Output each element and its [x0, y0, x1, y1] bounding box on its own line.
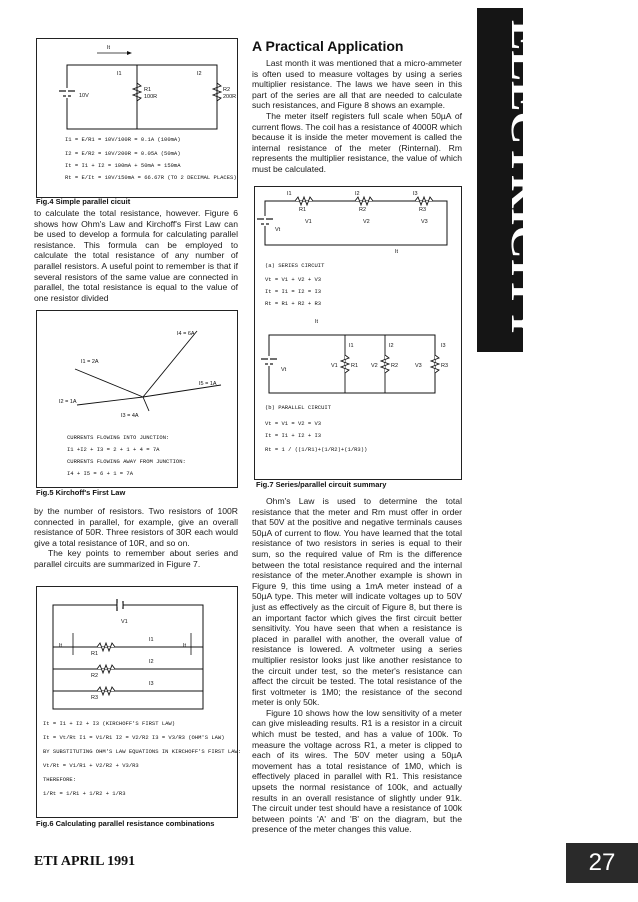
svg-text:I4 + I5 = 6 + 1 = 7A: I4 + I5 = 6 + 1 = 7A: [67, 470, 134, 477]
svg-text:THEREFORE:: THEREFORE:: [43, 776, 77, 783]
svg-text:V1: V1: [331, 363, 338, 369]
svg-text:I2: I2: [355, 191, 360, 197]
figure-4-schematic: [37, 39, 237, 197]
svg-text:It = I1 + I2 = 100mA + 50mA =: It = I1 + I2 = 100mA + 50mA = 150mA: [65, 162, 181, 169]
svg-text:Rt = E/It = 10V/150mA = 66.67R: Rt = E/It = 10V/150mA = 66.67R (TO 2 DECIMAL PLACES): [65, 174, 237, 181]
issue-footer: ETI APRIL 1991: [34, 854, 136, 869]
svg-text:I2 = 1A: I2 = 1A: [59, 399, 77, 405]
svg-text:Vt/Rt = V1/R1 + V2/R2 + V3/R3: Vt/Rt = V1/R1 + V2/R2 + V3/R3: [43, 762, 139, 769]
paragraph: Figure 10 shows how the low sensitivity of a meter can give misleading results. R1 is a resistor in a circuit which must be tested, and has a value of 100k. To measure the voltage across R1, a meter is clipped to each of its wires. The 50V meter using a 50µA movement has a total resistance of 1M0, which is effectively placed in parallel with R1. This resistance upsets the normal resistance of 100k, and actually results in an overall resistance of slightly under 91k. The circuit under test should have a resistance of 100k between points 'A' and 'B' on the diagram, but the presence of the meter changes this value.: [252, 707, 462, 835]
paragraph: Last month it was mentioned that a micro-ammeter is often used to measure voltages by using a series multiplier resistance. The laws we have seen in this part of the series are all that are needed to calculate such resistances, and Figure 8 shows an example.: [252, 58, 462, 111]
paragraph: The meter itself registers full scale when 50µA of current flows. The coil has a resistance of 4000R which because it is inside the meter movement is called the internal resistance of the meter (Rinternal). Rm represents the multiplier resistance, the value of which must be calculated.: [252, 110, 463, 174]
svg-text:It = I1 + I2 + I3: It = I1 + I2 + I3: [265, 432, 322, 439]
svg-text:It = Vt/Rt I1 = V1/R1 I2 =: It = Vt/Rt I1 = V1/R1 I2 = V2/R2 I3 = V3/R3 (OHM'S LAW): [43, 734, 225, 741]
svg-text:I1 = E/R1 = 10V/100R = 0.1A (1: I1 = E/R1 = 10V/100R = 0.1A (100mA): [65, 136, 181, 143]
figure-5-junction-diagram: [37, 311, 237, 487]
svg-text:Rt = 1 / ((1/R1)+(1/R2)+(1/R3): Rt = 1 / ((1/R1)+(1/R2)+(1/R3)): [265, 446, 368, 453]
svg-text:R2: R2: [223, 87, 231, 93]
svg-text:It = I1 = I2 = I3: It = I1 = I2 = I3: [265, 288, 322, 295]
svg-text:R2: R2: [359, 207, 367, 213]
svg-text:V3: V3: [415, 363, 422, 369]
svg-text:I2: I2: [389, 343, 394, 349]
figure-6-schematic: [37, 587, 242, 817]
svg-text:(a) SERIES CIRCUIT: (a) SERIES CIRCUIT: [265, 262, 325, 269]
svg-text:CURRENTS FLOWING AWAY FROM JUN: CURRENTS FLOWING AWAY FROM JUNCTION:: [67, 458, 186, 465]
svg-text:R3: R3: [419, 207, 427, 213]
svg-text:I1 = 2A: I1 = 2A: [81, 359, 99, 365]
svg-text:I3: I3: [413, 191, 418, 197]
figure-5: [36, 310, 238, 488]
article-heading: A Practical Application: [252, 38, 404, 54]
svg-text:I2: I2: [197, 71, 202, 77]
svg-text:R3: R3: [91, 695, 99, 701]
paragraph: The key points to remember about series and parallel circuits are summarized in Figure 7.: [34, 548, 238, 569]
left-column-text-2: [34, 506, 238, 570]
figure-7: [254, 186, 462, 480]
svg-text:Vt: Vt: [281, 367, 287, 373]
svg-text:R2: R2: [91, 673, 99, 679]
svg-text:I2: I2: [149, 659, 154, 665]
svg-text:R1: R1: [299, 207, 307, 213]
svg-text:Vt = V1 = V2 = V3: Vt = V1 = V2 = V3: [265, 420, 322, 427]
svg-text:It: It: [395, 249, 399, 255]
figure-7-caption: Fig.7 Series/parallel circuit summary: [256, 480, 387, 489]
paragraph: to calculate the total resistance, however. Figure 6 shows how Ohm's Law and Kirchoff's First Law can be used to develop a formula for calculating parallel resistance. This formula can be employed to calculate the total resistance of any number of parallel resistors. A useful point to remember is that if several resistors of the same value are connected in parallel, the total resistance is equal to the value of one resistor divided: [34, 208, 238, 303]
paragraph: by the number of resistors. Two resistors of 100R connected in parallel, for example, give an overall resistance of 50R. Three resistors of 30R each would give a total resistance of 10R, and so on.: [34, 506, 238, 548]
svg-text:V1: V1: [121, 619, 128, 625]
svg-text:ELECTRICITY: ELECTRICITY: [503, 20, 545, 287]
figure-6: [36, 586, 242, 818]
svg-text:V2: V2: [371, 363, 378, 369]
svg-text:Rt = R1 + R2 + R3: Rt = R1 + R2 + R3: [265, 300, 322, 307]
figure-5-caption: Fig.5 Kirchoff's First Law: [36, 488, 126, 497]
svg-text:CURRENTS FLOWING INTO JUNCTION: CURRENTS FLOWING INTO JUNCTION:: [67, 434, 170, 441]
svg-text:V1: V1: [305, 219, 312, 225]
svg-text:I5 = 1A: I5 = 1A: [199, 381, 217, 387]
paragraph: Ohm's Law is used to determine the total resistance that the meter and Rm must offer in order that 50V at the positive and negative terminals causes 50µA of current to flow. You have learned that the total resistance of two resistors in series is equal to their sum, so the required value of Rm is the difference between the total resistance required and the internal resistance of the meter.Another example is shown in Figure 9, this time using a 1mA meter instead of a 50µA type. This meter will indicate voltages up to 50V just as effectively as the circuit of Figure 8, but there is an important factor which gives the first circuit better sensitivity. You have seen that when a resistance is placed in parallel with another, the overall value of resistance is lowered. A voltmeter using a series multiplier resistor looks just like another resistance to the circuit under test, so the meter's resistance can affect the circuit be tested. The total resistance of the first voltmeter is 1M0; the resistance of the second meter is only 50k.: [252, 496, 462, 708]
svg-text:Vt: Vt: [275, 227, 281, 233]
svg-text:100R: 100R: [144, 94, 158, 100]
svg-text:I3: I3: [441, 343, 446, 349]
svg-text:V2: V2: [363, 219, 370, 225]
svg-text:I3 = 4A: I3 = 4A: [121, 413, 139, 419]
svg-text:It: It: [183, 643, 187, 649]
svg-text:Vt = V1 + V2 + V3: Vt = V1 + V2 + V3: [265, 276, 322, 283]
svg-text:(b) PARALLEL CIRCUIT: (b) PARALLEL CIRCUIT: [265, 404, 332, 411]
svg-text:I1: I1: [287, 191, 292, 197]
page-number: 27: [566, 843, 638, 883]
svg-text:1/Rt = 1/R1 + 1/R2 + 1/R3: 1/Rt = 1/R1 + 1/R2 + 1/R3: [43, 790, 126, 797]
svg-text:I3: I3: [149, 681, 154, 687]
figure-7-schematics: [255, 187, 461, 479]
svg-text:200R: 200R: [223, 94, 237, 100]
svg-text:I1: I1: [349, 343, 354, 349]
svg-text:I1 +I2 + I3 = 2 + 1 + 4 = 7A: I1 +I2 + I3 = 2 + 1 + 4 = 7A: [67, 446, 160, 453]
svg-text:It: It: [107, 45, 111, 51]
svg-text:R1: R1: [91, 651, 99, 657]
svg-text:R1: R1: [351, 363, 359, 369]
figure-6-caption: Fig.6 Calculating parallel resistance combinations: [36, 819, 215, 828]
svg-text:R3: R3: [441, 363, 449, 369]
svg-text:R2: R2: [391, 363, 399, 369]
figure-4-caption: Fig.4 Simple parallel cicuit: [36, 197, 131, 206]
section-banner-text: [477, 8, 545, 352]
svg-text:V3: V3: [421, 219, 428, 225]
svg-text:10V: 10V: [79, 93, 89, 99]
svg-text:R1: R1: [144, 87, 152, 93]
figure-4: [36, 38, 238, 198]
right-column-text-1: [252, 58, 462, 175]
svg-text:I1: I1: [149, 637, 154, 643]
svg-text:I2 = E/R2 = 10V/200R = 0.05A (: I2 = E/R2 = 10V/200R = 0.05A (50mA): [65, 150, 181, 157]
svg-text:BY SUBSTITUTING OHM'S LAW EQUA: BY SUBSTITUTING OHM'S LAW EQUATIONS IN KIRCHOFF'S FIRST LAW:: [43, 748, 242, 755]
svg-text:I1: I1: [117, 71, 122, 77]
svg-text:I4 = 6A: I4 = 6A: [177, 331, 195, 337]
left-column-text-1: [34, 208, 238, 303]
svg-text:It: It: [59, 643, 63, 649]
right-column-text-2: [252, 496, 462, 835]
svg-text:It: It: [315, 319, 319, 325]
svg-text:It = I1 + I2 + I3 (KIRCHOFF'S: It = I1 + I2 + I3 (KIRCHOFF'S FIRST LAW): [43, 720, 176, 727]
